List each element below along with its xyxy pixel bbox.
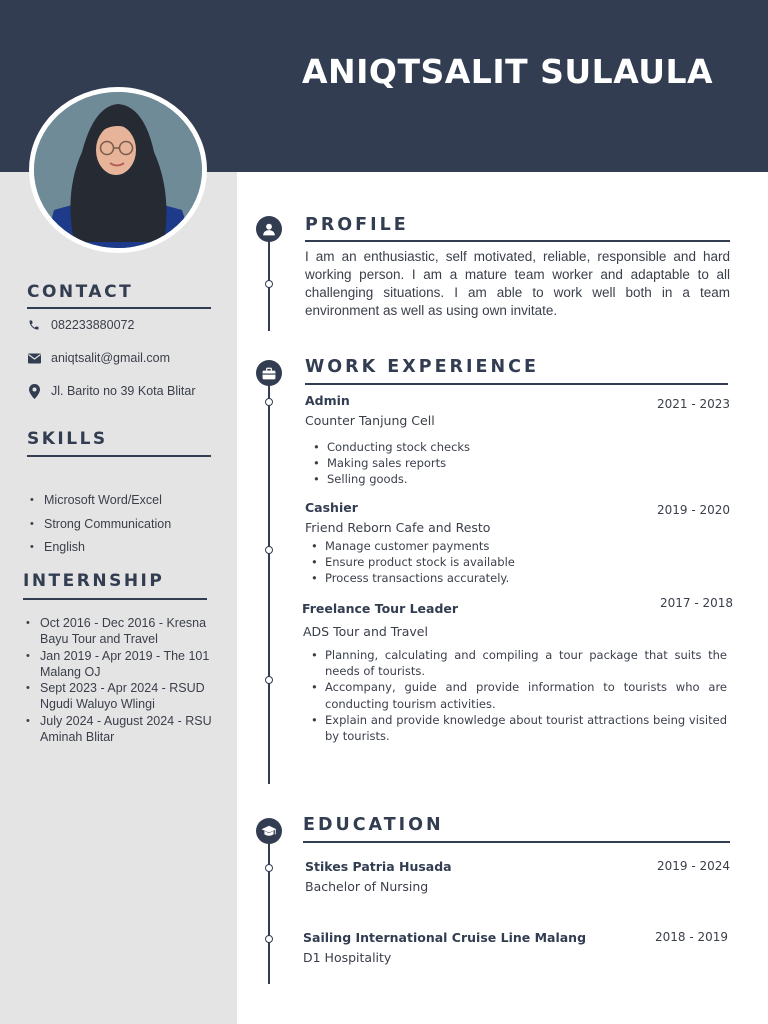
timeline-dot (265, 398, 273, 406)
contact-email (27, 351, 170, 365)
job-duties (305, 647, 727, 744)
list-item: • Conducting stock checks (307, 439, 727, 455)
graduation-cap-icon (256, 818, 282, 844)
list-item: • July 2024 - August 2024 - RSU Aminah Blitar (24, 713, 214, 746)
profile-heading: PROFILE (305, 215, 409, 235)
school-name: Stikes Patria Husada (305, 859, 452, 874)
candidate-name: ANIQTSALIT SULAULA (302, 52, 714, 91)
list-item: • Ensure product stock is available (305, 554, 725, 570)
education-dates: 2018 - 2019 (655, 930, 729, 944)
job-duties (305, 538, 725, 587)
job-title: Cashier (305, 500, 358, 515)
skills-list (28, 489, 228, 560)
degree-name: Bachelor of Nursing (305, 879, 429, 894)
contact-phone (27, 318, 134, 332)
degree-name: D1 Hospitality (303, 950, 392, 965)
work-heading: WORK EXPERIENCE (305, 357, 539, 377)
contact-heading: CONTACT (27, 282, 134, 302)
job-title: Freelance Tour Leader (302, 601, 459, 616)
school-name: Sailing International Cruise Line Malang (303, 930, 587, 945)
email-address: aniqtsalit@gmail.com (51, 351, 170, 365)
list-item: • Planning, calculating and compiling a tour package that suits the needs of tourists. (305, 647, 727, 679)
work-timeline-line (268, 382, 270, 784)
internship-divider (23, 598, 207, 600)
briefcase-icon (256, 360, 282, 386)
profile-photo-image (34, 92, 202, 248)
education-divider (303, 841, 730, 843)
education-heading: EDUCATION (303, 815, 444, 835)
job-title: Admin (305, 393, 350, 408)
job-duties (307, 439, 727, 488)
list-item: • Process transactions accurately. (305, 570, 725, 586)
education-dates: 2019 - 2024 (657, 859, 731, 873)
job-organization: Friend Reborn Cafe and Resto (305, 520, 491, 535)
phone-number: 082233880072 (51, 318, 135, 332)
user-icon (256, 216, 282, 242)
list-item: • Making sales reports (307, 455, 727, 471)
timeline-dot (265, 280, 273, 288)
job-dates: 2021 - 2023 (657, 397, 731, 411)
internship-heading: INTERNSHIP (23, 571, 165, 591)
job-organization: ADS Tour and Travel (303, 624, 428, 639)
phone-icon (27, 318, 41, 332)
list-item: • Manage customer payments (305, 538, 725, 554)
timeline-dot (265, 864, 273, 872)
skills-heading: SKILLS (27, 429, 108, 449)
list-item: • Jan 2019 - Apr 2019 - The 101 Malang OJ (24, 648, 214, 681)
list-item: • Selling goods. (307, 471, 727, 487)
address-text: Jl. Barito no 39 Kota Blitar (51, 384, 196, 398)
list-item: • Strong Communication (28, 513, 228, 537)
profile-photo (29, 87, 207, 253)
map-pin-icon (27, 384, 41, 398)
job-dates: 2019 - 2020 (657, 503, 731, 517)
profile-divider (305, 240, 730, 242)
list-item: • Explain and provide knowledge about tourist attractions being visited by tourists. (305, 712, 727, 744)
internship-list (24, 615, 214, 745)
profile-summary: I am an enthusiastic, self motivated, reliable, responsible and hard working person. I am a mature team worker and adaptable to all challenging situations. I am able to work well both in a team environment as well as using own invitate. (305, 249, 730, 318)
skills-divider (27, 455, 211, 457)
timeline-dot (265, 935, 273, 943)
list-item: • Accompany, guide and provide information to tourists who are conducting tourism activities. (305, 679, 727, 711)
job-organization: Counter Tanjung Cell (305, 413, 435, 428)
timeline-dot (265, 676, 273, 684)
work-divider (305, 383, 728, 385)
job-dates: 2017 - 2018 (660, 596, 734, 610)
envelope-icon (27, 351, 41, 365)
contact-divider (27, 307, 211, 309)
contact-address (27, 384, 196, 398)
list-item: • Microsoft Word/Excel (28, 489, 228, 513)
list-item: • English (28, 536, 228, 560)
timeline-dot (265, 546, 273, 554)
list-item: • Sept 2023 - Apr 2024 - RSUD Ngudi Waluyo Wlingi (24, 680, 214, 713)
list-item: • Oct 2016 - Dec 2016 - Kresna Bayu Tour and Travel (24, 615, 214, 648)
